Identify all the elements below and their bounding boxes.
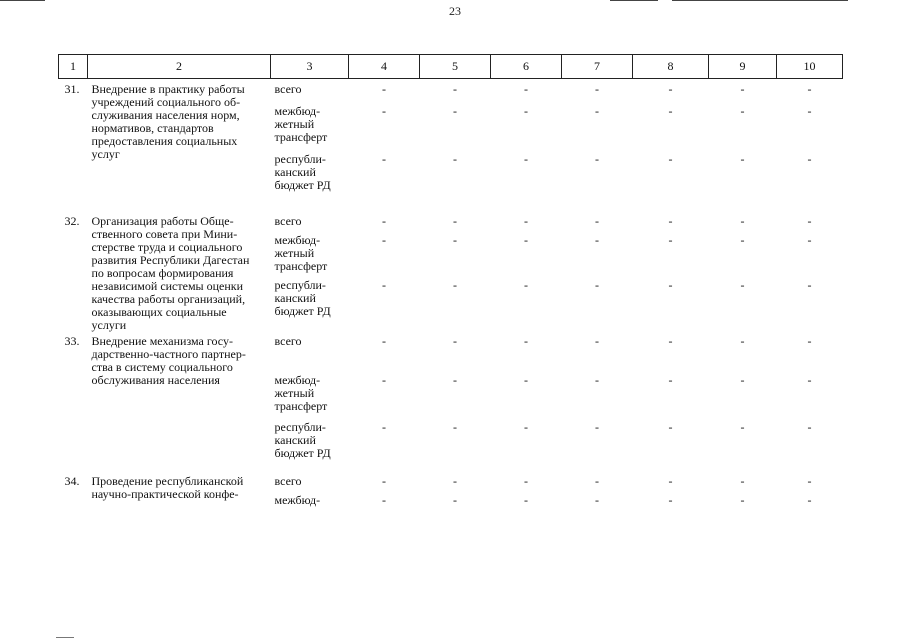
funding-source bbox=[271, 274, 349, 332]
column-header-2: 2 bbox=[88, 55, 271, 79]
measure-name-line: учреждений социального об- bbox=[91, 95, 241, 109]
funding-source-line: бюджет РД bbox=[274, 446, 331, 460]
funding-source-line: канский bbox=[274, 291, 316, 306]
value-cell: - bbox=[740, 334, 745, 348]
value-cell: - bbox=[595, 493, 599, 507]
funding-source-line: жетный bbox=[274, 117, 315, 131]
value-cell: - bbox=[807, 493, 812, 507]
funding-source bbox=[271, 144, 349, 212]
value-cell: - bbox=[668, 278, 673, 293]
measure-name-line: ства в систему социального bbox=[91, 360, 233, 374]
funding-source-line: межбюд- bbox=[274, 232, 321, 247]
value-cell: - bbox=[740, 493, 745, 507]
row-number: 34. bbox=[64, 474, 80, 488]
header-row bbox=[59, 55, 843, 79]
funding-source-line: всего bbox=[274, 214, 302, 228]
value-cell: - bbox=[524, 152, 528, 166]
value-cell: - bbox=[524, 82, 528, 96]
value-cell: - bbox=[453, 214, 457, 228]
value-cell: - bbox=[807, 278, 812, 293]
measure-name-line: нормативов, стандартов bbox=[91, 121, 214, 135]
value-cell: - bbox=[740, 278, 745, 293]
value-cell: - bbox=[807, 420, 812, 434]
value-cell: - bbox=[453, 152, 457, 166]
measure-name-line: Проведение республиканской bbox=[91, 474, 244, 488]
funding-source-line: всего bbox=[274, 334, 302, 348]
value-cell: - bbox=[453, 420, 457, 434]
measure-name bbox=[88, 332, 271, 472]
row-number: 32. bbox=[64, 214, 80, 228]
value-cell: - bbox=[807, 82, 812, 96]
funding-source bbox=[271, 79, 349, 97]
column-header-9: 9 bbox=[709, 55, 777, 79]
value-cell: - bbox=[382, 232, 386, 247]
top-rule-right bbox=[610, 0, 658, 1]
value-cell: - bbox=[668, 104, 673, 118]
value-cell: - bbox=[453, 334, 457, 348]
value-cell: - bbox=[668, 232, 673, 247]
value-cell: - bbox=[453, 493, 457, 507]
value-cell: - bbox=[807, 232, 812, 247]
column-header-7: 7 bbox=[562, 55, 633, 79]
funding-source-line: трансферт bbox=[274, 130, 328, 144]
value-cell: - bbox=[807, 373, 812, 387]
funding-source-line: всего bbox=[274, 474, 302, 488]
value-cell: - bbox=[740, 104, 745, 118]
funding-source bbox=[271, 229, 349, 275]
funding-source-line: межбюд- bbox=[274, 104, 321, 118]
value-cell: - bbox=[382, 278, 386, 293]
funding-source-line: бюджет РД bbox=[274, 178, 331, 192]
scan-mark-bottom-left bbox=[56, 637, 74, 638]
value-cell: - bbox=[740, 152, 745, 166]
measure-name-line: Организация работы Обще- bbox=[91, 214, 234, 228]
value-cell: - bbox=[807, 152, 812, 166]
value-cell: - bbox=[595, 214, 599, 228]
value-cell: - bbox=[453, 104, 457, 118]
funding-source bbox=[271, 212, 349, 229]
measures-table bbox=[58, 54, 843, 507]
value-cell: - bbox=[453, 82, 457, 96]
value-cell: - bbox=[740, 214, 745, 228]
value-cell: - bbox=[740, 232, 745, 247]
value-cell: - bbox=[382, 373, 386, 387]
value-cell: - bbox=[382, 104, 386, 118]
value-cell: - bbox=[524, 232, 528, 247]
column-header-5: 5 bbox=[420, 55, 491, 79]
measure-name-line: услуги bbox=[91, 318, 127, 332]
value-cell: - bbox=[524, 104, 528, 118]
value-cell: - bbox=[453, 373, 457, 387]
measure-name-line: служивания населения норм, bbox=[91, 108, 240, 122]
measure-name-line: развития Республики Дагестан bbox=[91, 253, 250, 267]
row-number: 31. bbox=[64, 82, 80, 96]
value-cell: - bbox=[382, 82, 386, 96]
value-cell: - bbox=[807, 104, 812, 118]
value-cell: - bbox=[382, 474, 386, 488]
funding-source-line: трансферт bbox=[274, 258, 328, 273]
measure-name-line: ственного совета при Мини- bbox=[91, 227, 238, 241]
funding-source-line: канский bbox=[274, 433, 316, 447]
table-row bbox=[59, 472, 843, 488]
value-cell: - bbox=[807, 474, 812, 488]
measure-name-line: оказывающих социальные bbox=[91, 305, 227, 319]
funding-source bbox=[271, 332, 349, 348]
value-cell: - bbox=[740, 373, 745, 387]
column-header-3: 3 bbox=[271, 55, 349, 79]
value-cell: - bbox=[740, 474, 745, 488]
top-rule-left bbox=[0, 0, 45, 1]
value-cell: - bbox=[382, 334, 386, 348]
row-number: 33. bbox=[64, 334, 80, 348]
funding-source-line: межбюд- bbox=[274, 373, 321, 387]
funding-source-line: трансферт bbox=[274, 399, 328, 413]
value-cell: - bbox=[382, 420, 386, 434]
funding-source-line: межбюд- bbox=[274, 493, 321, 507]
value-cell: - bbox=[524, 334, 528, 348]
value-cell: - bbox=[524, 214, 528, 228]
value-cell: - bbox=[453, 474, 457, 488]
measure-name-line: качества работы организаций, bbox=[91, 292, 246, 306]
funding-source-line: бюджет РД bbox=[274, 304, 331, 319]
funding-source-line: всего bbox=[274, 82, 302, 96]
value-cell: - bbox=[668, 474, 673, 488]
value-cell: - bbox=[595, 334, 599, 348]
value-cell: - bbox=[595, 104, 599, 118]
measure-name bbox=[88, 79, 271, 213]
value-cell: - bbox=[595, 232, 599, 247]
value-cell: - bbox=[595, 278, 599, 293]
measure-name-line: предоставления социальных bbox=[91, 134, 238, 148]
value-cell: - bbox=[740, 420, 745, 434]
value-cell: - bbox=[595, 373, 599, 387]
value-cell: - bbox=[595, 474, 599, 488]
measure-name-line: стерстве труда и социального bbox=[91, 240, 243, 254]
funding-source bbox=[271, 472, 349, 488]
funding-source bbox=[271, 488, 349, 507]
measure-name-line: обслуживания населения bbox=[91, 373, 220, 387]
funding-source bbox=[271, 413, 349, 472]
value-cell: - bbox=[453, 278, 457, 293]
funding-source bbox=[271, 96, 349, 144]
funding-source-line: жетный bbox=[274, 386, 315, 400]
page-number: 23 bbox=[449, 4, 461, 18]
measure-name-line: Внедрение механизма госу- bbox=[91, 334, 233, 348]
measure-name-line: дарственно-частного партнер- bbox=[91, 347, 246, 361]
funding-source-line: республи- bbox=[274, 420, 326, 434]
value-cell: - bbox=[807, 334, 812, 348]
column-header-10: 10 bbox=[777, 55, 843, 79]
value-cell: - bbox=[668, 82, 673, 96]
value-cell: - bbox=[595, 152, 599, 166]
measure-name bbox=[88, 212, 271, 332]
funding-source-line: республи- bbox=[274, 152, 326, 166]
funding-source-line: жетный bbox=[274, 245, 315, 260]
value-cell: - bbox=[595, 420, 599, 434]
value-cell: - bbox=[740, 82, 745, 96]
value-cell: - bbox=[668, 152, 673, 166]
measure-name-line: Внедрение в практику работы bbox=[91, 82, 245, 96]
value-cell: - bbox=[668, 493, 673, 507]
value-cell: - bbox=[595, 82, 599, 96]
value-cell: - bbox=[668, 214, 673, 228]
measure-name-line: научно-практической конфе- bbox=[91, 487, 239, 501]
value-cell: - bbox=[807, 214, 812, 228]
top-rule-right-2 bbox=[672, 0, 848, 1]
table-row bbox=[59, 212, 843, 229]
measure-name-line: по вопросам формирования bbox=[91, 266, 234, 280]
column-header-1: 1 bbox=[59, 55, 88, 79]
table-row bbox=[59, 332, 843, 348]
value-cell: - bbox=[382, 152, 386, 166]
value-cell: - bbox=[524, 420, 528, 434]
value-cell: - bbox=[382, 214, 386, 228]
value-cell: - bbox=[524, 493, 528, 507]
value-cell: - bbox=[668, 334, 673, 348]
funding-source-line: республи- bbox=[274, 278, 326, 293]
value-cell: - bbox=[524, 278, 528, 293]
value-cell: - bbox=[524, 474, 528, 488]
value-cell: - bbox=[668, 373, 673, 387]
funding-source-line: канский bbox=[274, 165, 316, 179]
value-cell: - bbox=[524, 373, 528, 387]
funding-source bbox=[271, 348, 349, 413]
measure-name bbox=[88, 472, 271, 507]
value-cell: - bbox=[382, 493, 386, 507]
value-cell: - bbox=[453, 232, 457, 247]
table-row bbox=[59, 79, 843, 97]
column-header-4: 4 bbox=[349, 55, 420, 79]
column-header-6: 6 bbox=[491, 55, 562, 79]
value-cell: - bbox=[668, 420, 673, 434]
measure-name-line: независимой системы оценки bbox=[91, 279, 244, 293]
measure-name-line: услуг bbox=[91, 147, 120, 161]
column-header-8: 8 bbox=[633, 55, 709, 79]
